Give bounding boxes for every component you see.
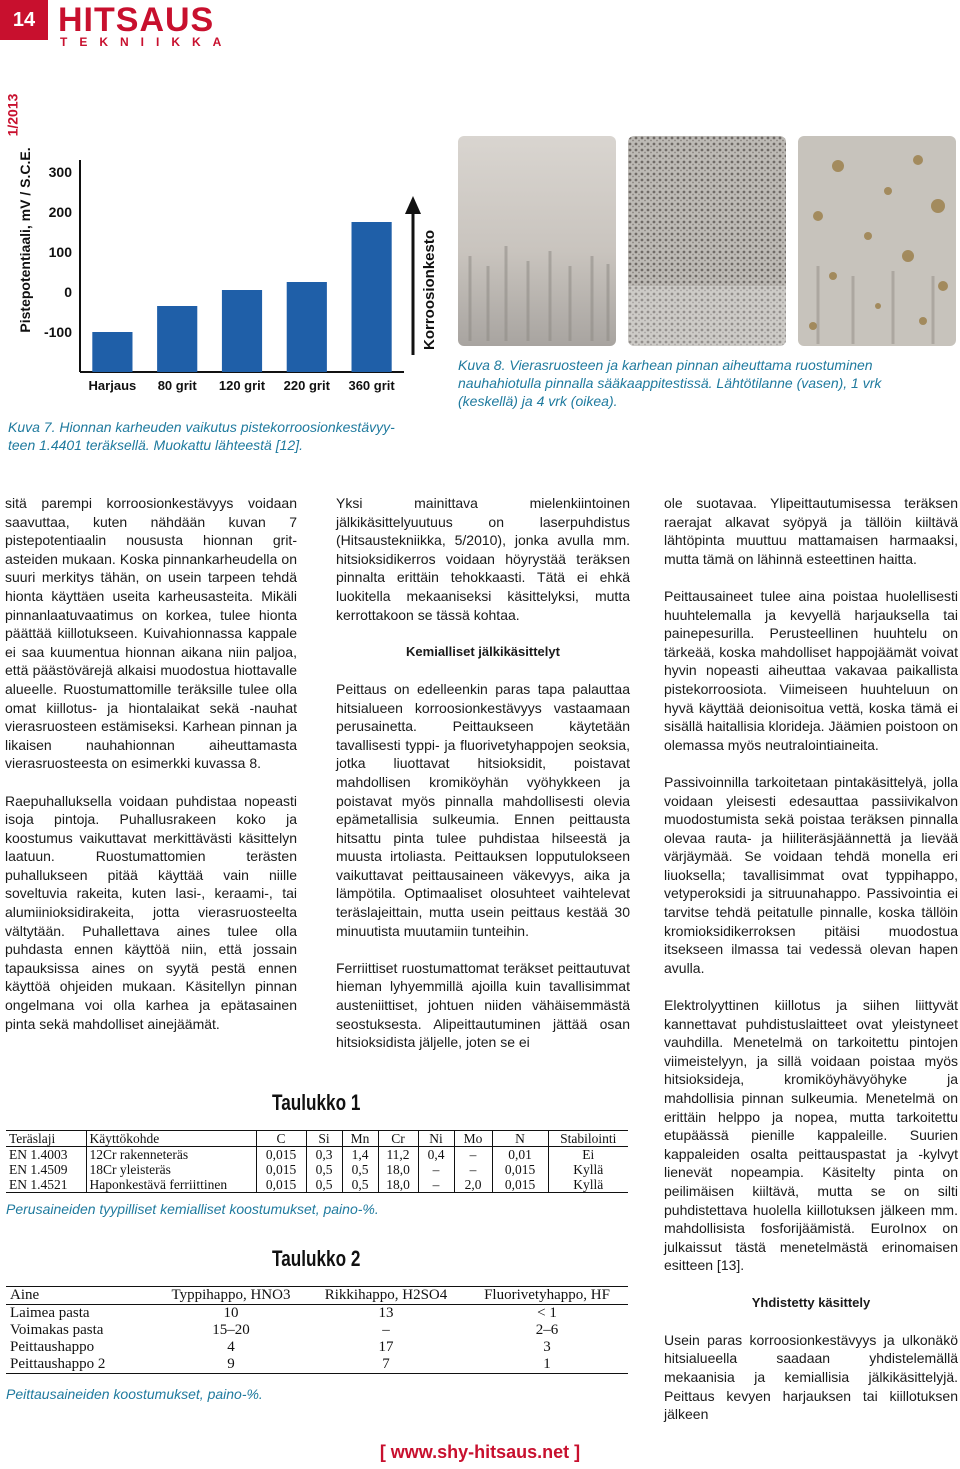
specimen-4-days bbox=[798, 136, 956, 346]
column-3 bbox=[664, 494, 958, 1424]
table-row bbox=[6, 1322, 628, 1339]
table-2 bbox=[6, 1286, 628, 1374]
table-cell: 0,015 bbox=[256, 1162, 306, 1177]
column-1 bbox=[5, 494, 297, 1033]
table-header-cell: Teräslaji bbox=[6, 1131, 86, 1147]
table-cell: 17 bbox=[378, 1339, 394, 1355]
table-header-cell: Cr bbox=[378, 1131, 418, 1147]
table-row bbox=[6, 1177, 628, 1193]
figure-7-caption bbox=[8, 418, 448, 454]
paragraph: Ferriittiset ruostumattomat teräkset peittautuvat hieman lyhyemmillä ajoilla kuin tavallisimmat austeniittiset, johtuen niiden vähäisemmästä seostuksesta. Alipeittautuminen jättää osan hitsioksidista jäljelle, joten se ei bbox=[336, 959, 630, 1051]
table-cell: Haponkestävä ferriittinen bbox=[86, 1177, 256, 1193]
table-cell: 0,5 bbox=[342, 1162, 378, 1177]
table-cell: EN 1.4509 bbox=[9, 1162, 68, 1177]
y-tick-label: -100 bbox=[43, 324, 72, 340]
figure-8-photos bbox=[458, 126, 960, 352]
table-row bbox=[6, 1162, 628, 1177]
brand-subtitle: TEKNIIKKA bbox=[60, 35, 234, 49]
y-tick-label: 100 bbox=[48, 244, 72, 260]
bar bbox=[222, 290, 262, 372]
table-cell: 0,5 bbox=[306, 1177, 342, 1193]
table-cell: EN 1.4003 bbox=[9, 1147, 68, 1162]
table-cell: 10 bbox=[223, 1305, 239, 1321]
table-row bbox=[6, 1147, 628, 1163]
section-heading: Yhdistetty käsittely bbox=[751, 1294, 871, 1310]
x-tick-label: Harjaus bbox=[88, 378, 137, 393]
bar bbox=[157, 306, 197, 372]
table-cell: 11,2 bbox=[378, 1147, 418, 1163]
caption-line: Kuva 7. Hionnan karheuden vaikutus pistekorroosionkestävyy- bbox=[8, 419, 395, 435]
table-cell: Peittaushappo 2 bbox=[6, 1356, 156, 1374]
specimen-1-day bbox=[628, 136, 786, 346]
paragraph: sitä parempi korroosionkestävyys voidaan saavuttaa, kuten nähdään kuvan 7 pistepotentiaalin noususta hionnan grit-asteiden mukaan. Koska pinnankarheudella on suuri merkitys tähän, on usein tarpeen tehdä hionta käyttäen useita karheusasteita. Mikäli pinnanlaatuvaatimus on korkea, tulee hionta päättää kiillotukseen. Kuivahionnassa kappale ei saa kuumentua hionnan aikana niin paljoa, että päästövärejä alkaisi muodostua hiottavalle alueelle. Ruostumattomille teräksille tulee olla omat kiillotus- ja hiontalaikat sekä -nauhat vierasruosteen estämiseksi. Karhean pinnan ja likaisen nauhahionnan aiheuttamasta vierasruosteesta on esimerkki kuvassa 8. bbox=[5, 495, 297, 772]
website-link[interactable]: [ www.shy-hitsaus.net ] bbox=[379, 1442, 581, 1462]
table-header-cell: Rikkihappo, H2SO4 bbox=[306, 1287, 466, 1305]
table-cell: 12Cr rakenneteräs bbox=[86, 1147, 256, 1163]
table-cell: 0,01 bbox=[492, 1147, 548, 1163]
page-number: 14 bbox=[0, 0, 48, 40]
paragraph: Yksi mainittava mielenkiintoinen jälkikäsittelyuutuus on laserpuhdistus (Hitsaustekniikka, 5/2010), jonka avulla mm. hitsioksidikerros voidaan höyrystää teräksen pinnalta erittäin tehokkaasti. Tätä ei ehkä luokitella mekaaniseksi käsittelyksi, mutta kerrottakoon se tässä kohtaa. bbox=[336, 495, 630, 623]
table-header-cell: Si bbox=[306, 1131, 342, 1147]
table-2-caption: Peittausaineiden koostumukset, paino-%. bbox=[6, 1386, 263, 1402]
table-cell: 7 bbox=[306, 1356, 466, 1374]
table-header-cell: Käyttökohde bbox=[86, 1131, 256, 1147]
y-tick-label: 300 bbox=[48, 164, 72, 180]
section-heading: Kemialliset jälkikäsittelyt bbox=[406, 643, 560, 659]
table-header-cell: Stabilointi bbox=[548, 1131, 628, 1147]
table-header-cell: Typpihappo, HNO3 bbox=[156, 1287, 306, 1305]
table-cell: Kyllä bbox=[548, 1162, 628, 1177]
table-row bbox=[6, 1305, 628, 1323]
table-header-cell: Mn bbox=[342, 1131, 378, 1147]
table-header-cell: C bbox=[256, 1131, 306, 1147]
table-cell: 18Cr yleisteräs bbox=[86, 1162, 256, 1177]
table-cell: 0,015 bbox=[492, 1177, 548, 1193]
table-cell: Ei bbox=[548, 1147, 628, 1163]
table-cell: 4 bbox=[227, 1339, 235, 1355]
paragraph: ole suotavaa. Ylipeittautumisessa teräksen raerajat alkavat syöpyä ja tällöin kiiltävä lähtöpinta muuttuu mattamaisen harmaaksi, mutta tämä on lähinnä esteettinen haitta. bbox=[664, 495, 958, 567]
table-header-cell: Fluorivetyhappo, HF bbox=[466, 1287, 628, 1305]
paragraph: Passivoinnilla tarkoitetaan pintakäsittelyä, jolla voidaan yleisesti edesauttaa passiivikalvon muodostumista sekä poistaa teräksen pinnalla olevaa rauta- ja hiiliteräsjäännettä ja lievää värjäymää. Se voidaan tehdä monella eri liuoksella; tavallisimmat ovat typpihappo, vetyperoksidi ja sitruunahappo. Passivointia ei tarvitse tehdä peitatulle pinnalle, koska tällöin kromioksidikerroksen pitäisi muodostua itsekseen ilmassa tai vedessä olevan hapen avulla. bbox=[664, 773, 958, 976]
table-cell: 0,5 bbox=[306, 1162, 342, 1177]
caption-line: teen 1.4401 teräksellä. Muokattu lähteestä [12]. bbox=[8, 437, 303, 453]
table-cell: 0,3 bbox=[306, 1147, 342, 1163]
column-2 bbox=[336, 494, 630, 1052]
table-cell: < 1 bbox=[537, 1305, 557, 1321]
x-tick-label: 220 grit bbox=[283, 378, 330, 393]
caption-line: Kuva 8. Vierasruosteen ja karhean pinnan aiheuttama ruostuminen bbox=[458, 357, 873, 373]
table-cell: – bbox=[418, 1177, 454, 1193]
x-tick-label: 360 grit bbox=[348, 378, 395, 393]
table-cell: 0,5 bbox=[342, 1177, 378, 1193]
table-2-title: Taulukko 2 bbox=[272, 1246, 361, 1271]
table-header-cell: N bbox=[492, 1131, 548, 1147]
paragraph: Peittausaineet tulee aina poistaa huolellisesti huuhtelemalla ja kevyellä harjauksella tai painepesurilla. Perusteellinen huuhtelu on tärkeää, koska mahdolliset happojäämät voivat hyvin nopeasti aiheuttaa vakavaa paikallista pistekorroosiota. Viimeiseen huuhteluun on hyvä käyttää deionisoitua vettä, koska tämä ei sisällä haitallisia klorideja. Jäämien poistoon on olemassa myös neutralointiaineita. bbox=[664, 587, 958, 753]
y-tick-label: 200 bbox=[48, 204, 72, 220]
table-1 bbox=[6, 1130, 628, 1193]
table-cell: EN 1.4521 bbox=[6, 1177, 86, 1193]
table-cell: – bbox=[418, 1162, 454, 1177]
bar bbox=[287, 282, 327, 372]
table-header-row bbox=[6, 1287, 628, 1305]
table-header-cell: Ni bbox=[418, 1131, 454, 1147]
table-row bbox=[6, 1339, 628, 1356]
table-cell: 13 bbox=[378, 1305, 394, 1321]
table-row bbox=[6, 1356, 628, 1374]
figure-7-chart bbox=[8, 140, 438, 408]
table-cell: – bbox=[382, 1322, 390, 1338]
table-header-cell: Aine bbox=[6, 1287, 156, 1305]
table-header-row bbox=[6, 1131, 628, 1147]
brand-logo: HITSAUS bbox=[58, 1, 215, 39]
table-cell: 0,015 bbox=[256, 1177, 306, 1193]
table-cell: Peittaushappo bbox=[10, 1339, 95, 1355]
paragraph: Usein paras korroosionkestävyys ja ulkonäkö hitsialueella saadaan yhdistelemällä mekaanisia ja kemiallisia jälkikäsittelyjä. Peittaus kevyen harjauksen tai kiillotuksen jälkeen bbox=[664, 1331, 958, 1423]
specimen-initial bbox=[458, 136, 616, 346]
x-tick-label: 80 grit bbox=[157, 378, 197, 393]
table-cell: 1 bbox=[466, 1356, 628, 1374]
paragraph: Peittaus on edelleenkin paras tapa palauttaa hitsialueen korroosionkestävyys vastaamaan perusainetta. Peittaukseen käytetään tavallisesti typpi- ja fluorivetyhappojen seoksia, jotka liuottavat hitsioksidit, poistavat mahdollisen kromiköyhän vyöhykkeen ja poistavat myös pinnalla mahdollisesti olevia epämetallisia sulkeumia. Ennen peittausta hitsattu pinta tulee puhdistaa hilseestä ja muusta irtoliasta. Peittauksen lopputulokseen vaikuttavat peittausaineen väkevyys, aika ja lämpötila. Optimaaliset olosuhteet vaihtelevat teräslajeittain, mutta usein peittaus kestää 30 minuutista muutamiin tunteihin. bbox=[336, 680, 630, 939]
caption-line: nauhahiotulla pinnalla sääkaappitestissä. Lähtötilanne (vasen), 1 vrk bbox=[458, 375, 882, 391]
table-cell: 9 bbox=[156, 1356, 306, 1374]
table-cell: 18,0 bbox=[378, 1177, 418, 1193]
issue-label: 1/2013 bbox=[4, 93, 21, 137]
caption-line: (keskellä) ja 4 vrk (oikea). bbox=[458, 393, 618, 409]
table-cell: 18,0 bbox=[378, 1162, 418, 1177]
figure-8-caption bbox=[458, 356, 958, 410]
table-cell: 2,0 bbox=[454, 1177, 492, 1193]
table-cell: 0,4 bbox=[418, 1147, 454, 1163]
table-cell: 2–6 bbox=[535, 1322, 559, 1338]
bar bbox=[92, 332, 132, 372]
table-1-caption: Perusaineiden tyypilliset kemialliset koostumukset, paino-%. bbox=[6, 1201, 379, 1217]
table-cell: – bbox=[454, 1162, 492, 1177]
corrosion-chart bbox=[8, 140, 438, 408]
table-cell: 0,015 bbox=[492, 1162, 548, 1177]
table-cell: 1,4 bbox=[342, 1147, 378, 1163]
y-tick-label: 0 bbox=[64, 284, 72, 300]
table-cell: Kyllä bbox=[548, 1177, 628, 1193]
corrosion-arrow-head bbox=[405, 196, 421, 214]
table-1-title: Taulukko 1 bbox=[272, 1090, 361, 1115]
table-cell: 0,015 bbox=[256, 1147, 306, 1163]
table-cell: Voimakas pasta bbox=[10, 1322, 104, 1338]
paragraph: Elektrolyyttinen kiillotus ja siihen liittyvät kannettavat puhdistuslaitteet ovat yleistyneet vauhdilla. Menetelmä on tarkoitettu pintojen viimeistelyyn, ja sillä voidaan poistaa myös hitsioksideja, kromiköyhävyöhyke ja mahdollisia pinnan sulkeumia. Menetelmä on erittäin helppo ja nopea, mutta tarkoitettu etupäässä pienille kappaleille. Suurien kappaleiden osalta peittauspastat ja -kylvyt lienevät nopeampia. Käsitelty pinta on peilimäisen kiiltävä, mutta se on silti puhdistettava huolella kiillotuksen jälkeen mm. mahdollisista fosforijäämistä. EuroInox on julkaissut tästä menetelmästä erinomaisen esitteen [13]. bbox=[664, 997, 958, 1274]
table-cell: 3 bbox=[543, 1339, 551, 1355]
table-header-cell: Mo bbox=[454, 1131, 492, 1147]
bar bbox=[352, 222, 392, 372]
x-tick-label: 120 grit bbox=[218, 378, 266, 393]
table-cell: Laimea pasta bbox=[10, 1305, 90, 1321]
table-cell: 15–20 bbox=[212, 1322, 250, 1338]
table-cell: – bbox=[454, 1147, 492, 1163]
paragraph: Raepuhalluksella voidaan puhdistaa nopeasti isoja pintoja. Puhallusrakeen koko ja koostumus vaikuttavat merkittävästi käsittelyn laatuun. Ruostumattomien terästen puhallukseen pitää käyttää vain niille soveltuvia rakeita, kuten lasi-, keraami-, tai alumiinioksidirakeita, jotta vierasruosteelta vältytään. Puhallettava aines tulee olla puhdasta ennen käyttöä niin, että jossain tapauksissa aines on syytä pestä ennen käyttöä ohjeiden mukaan. Käsitellyn pinnan ongelmana voi olla karhea ja epätasainen pinta sekä mahdolliset ainejäämät. bbox=[5, 792, 297, 1032]
chart-side-label: Korroosionkesto bbox=[421, 229, 438, 351]
chart-ylabel: Pistepotentiaali, mV / S.C.E. bbox=[17, 147, 33, 333]
